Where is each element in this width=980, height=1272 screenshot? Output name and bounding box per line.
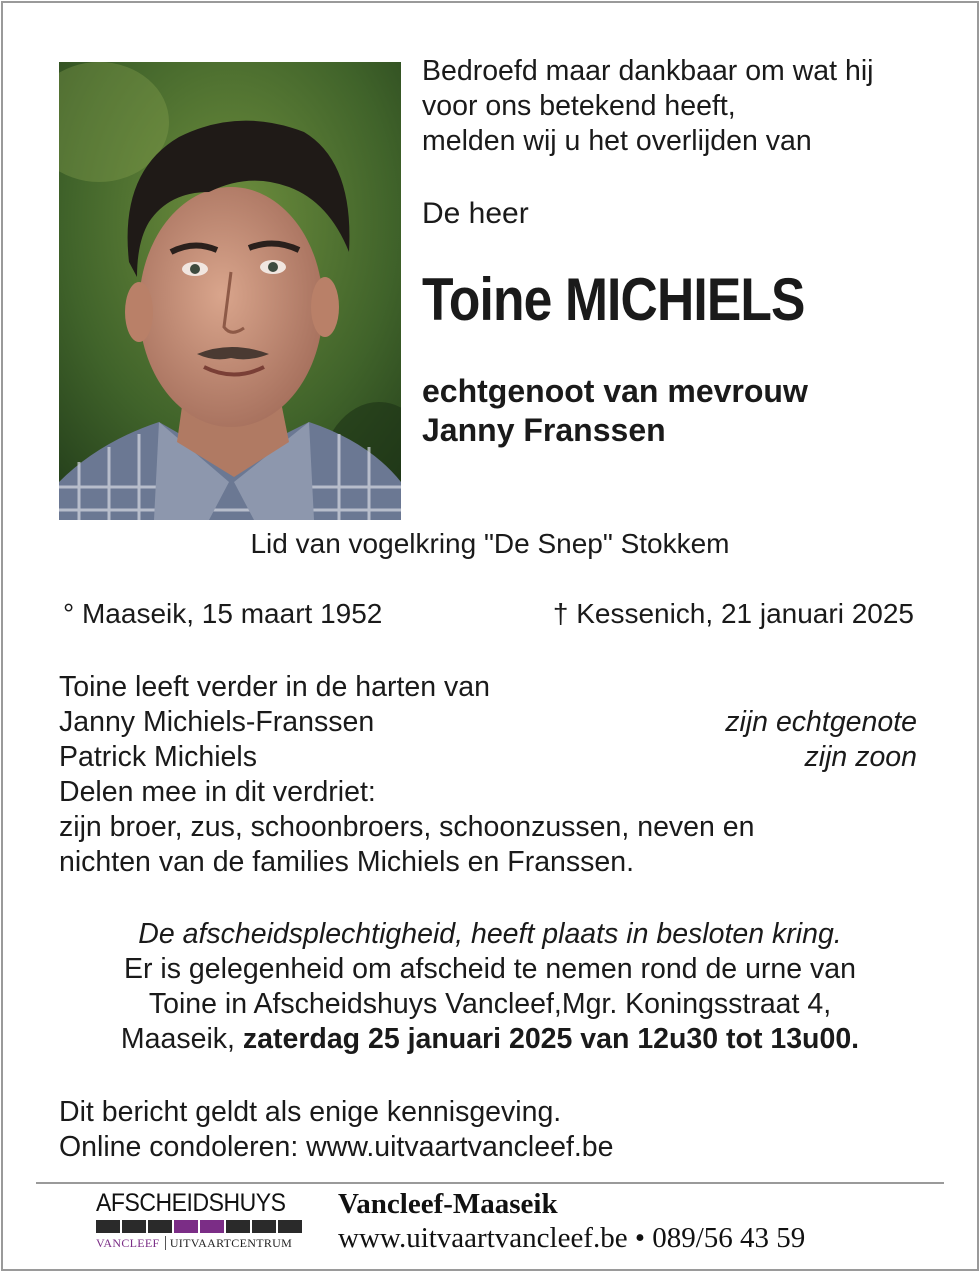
logo-sub-vancleef: VANCLEEF [96, 1236, 160, 1250]
membership-line: Lid van vogelkring "De Snep" Stokkem [250, 528, 730, 559]
logo-bar [148, 1220, 172, 1233]
family-member-name: Patrick Michiels [59, 741, 257, 773]
logo-subtitle [96, 1236, 306, 1251]
logo-bar-accent [200, 1220, 224, 1233]
ceremony-line: Toine in Afscheidshuys Vancleef,Mgr. Koningsstraat 4, [148, 988, 832, 1020]
family-member-row [59, 705, 917, 740]
intro-text [422, 54, 874, 159]
family-member-name: Janny Michiels-Franssen [59, 706, 375, 738]
closing-line: Dit bericht geldt als enige kennisgeving. [59, 1096, 562, 1128]
logo-bar [252, 1220, 276, 1233]
footer-divider [36, 1182, 944, 1184]
family-member-relation: zijn zoon [804, 741, 917, 773]
company-name: Vancleef-Maaseik [338, 1188, 558, 1220]
family-member-relation: zijn echtgenote [725, 706, 917, 738]
ceremony-line: Er is gelegenheid om afscheid te nemen rond de urne van [124, 953, 856, 985]
ceremony-section [0, 917, 980, 1057]
ceremony-note: De afscheidsplechtigheid, heeft plaats in besloten kring. [138, 918, 842, 950]
shared-grief-intro: Delen mee in dit verdriet: [59, 776, 376, 808]
portrait-photo [59, 62, 401, 520]
logo-bar [96, 1220, 120, 1233]
logo-bar-accent [174, 1220, 198, 1233]
family-member-row [59, 740, 917, 775]
death-info: † Kessenich, 21 januari 2025 [552, 598, 914, 629]
condolence-line: Online condoleren: www.uitvaartvancleef.be [59, 1131, 614, 1163]
birth-info: ° Maaseik, 15 maart 1952 [63, 598, 383, 629]
intro-line: voor ons betekend heeft, [422, 90, 736, 122]
intro-line: melden wij u het overlijden van [422, 125, 812, 157]
shared-grief-line: nichten van de families Michiels en Franssen. [59, 846, 635, 878]
logo-sub-centrum: UITVAARTCENTRUM [165, 1236, 292, 1250]
deceased-name: Toine MICHIELS [422, 266, 805, 333]
ceremony-datetime: zaterdag 25 januari 2025 van 12u30 tot 13u00. [242, 1023, 860, 1055]
logo-bar [278, 1220, 302, 1233]
family-intro: Toine leeft verder in de harten van [59, 671, 490, 703]
footer-contact [338, 1187, 805, 1255]
contact-line: www.uitvaartvancleef.be • 089/56 43 59 [338, 1222, 806, 1254]
spouse-name: Janny Franssen [422, 412, 666, 448]
shared-grief-line: zijn broer, zus, schoonbroers, schoonzussen, neven en [59, 811, 755, 843]
logo-bars [96, 1220, 306, 1233]
spouse-block [422, 372, 808, 450]
ceremony-place: Maaseik, [120, 1023, 243, 1055]
logo-wordmark: AFSCHEIDSHUYS [96, 1189, 286, 1217]
closing-section [59, 1095, 613, 1165]
family-section [59, 670, 917, 880]
logo-bar [122, 1220, 146, 1233]
logo-bar [226, 1220, 250, 1233]
ceremony-line [0, 1022, 980, 1057]
intro-line: Bedroefd maar dankbaar om wat hij [422, 55, 874, 87]
spouse-line: echtgenoot van mevrouw [422, 373, 808, 409]
honorific: De heer [422, 197, 529, 230]
funeral-home-logo [96, 1189, 306, 1251]
